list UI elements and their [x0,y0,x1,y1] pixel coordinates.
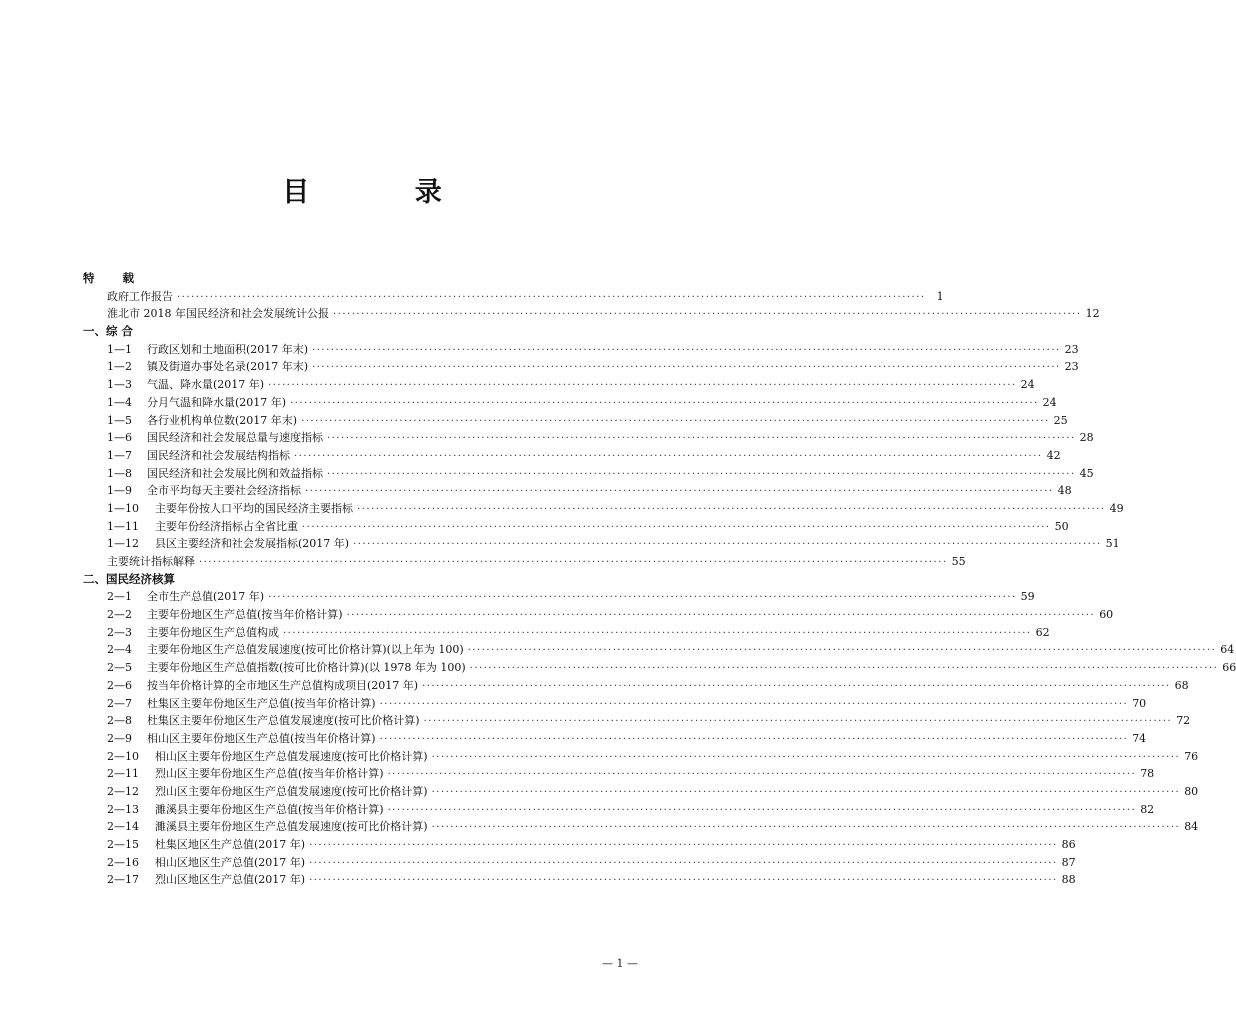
toc-entry-title: 主要年份地区生产总值指数(按可比价格计算)(以 1978 年为 100) [147,661,466,675]
toc-entry-title: 杜集区主要年份地区生产总值(按当年价格计算) [147,696,376,710]
toc-entry[interactable] [83,412,1068,430]
toc-entry-number: 1—7 [107,448,132,462]
toc-entry-number: 2—6 [107,678,132,692]
toc-section-heading: 一、综 合 [83,324,134,339]
toc-entry-page: 64 [1220,643,1235,657]
toc-entry-title: 相山区地区生产总值(2017 年) [155,855,306,869]
toc-entry[interactable] [83,818,1199,836]
toc-leader-dots: ································································································································································ [379,733,1129,745]
toc-entry-number: 2—13 [107,802,139,816]
toc-entry-number: 2—12 [107,784,139,798]
toc-entry-title: 全市平均每天主要社会经济指标 [147,484,301,498]
toc-entry-page: 1 [936,289,944,303]
toc-entry-page: 68 [1174,678,1189,692]
toc-entry-page: 70 [1132,696,1147,710]
page-number: — 1 — [602,957,638,970]
toc-entry-title: 气温、降水量(2017 年) [147,378,265,392]
toc-entry[interactable] [83,535,1120,553]
toc-entry[interactable] [83,659,1236,677]
toc-entry[interactable] [83,394,1057,412]
toc-section-heading: 特 载 [83,271,147,285]
toc-entry-title: 县区主要经济和社会发展指标(2017 年) [155,537,350,551]
toc-entry-page: 78 [1140,767,1155,781]
toc-entry-number: 2—10 [107,749,139,763]
toc-leader-dots: ································································································································································ [309,840,1058,851]
toc-leader-dots: ································································································································································ [294,450,1043,462]
toc-entry[interactable] [83,376,1035,394]
toc-entry-number: 1—6 [107,431,132,445]
toc-entry-title: 相山区主要年份地区生产总值(按当年价格计算) [147,731,376,745]
toc-entry-number: 2—8 [107,714,132,728]
toc-leader-dots: ································································································································································ [431,751,1181,763]
toc-entry-number: 2—4 [107,643,132,657]
toc-entry-page: 59 [1020,590,1035,604]
toc-leader-dots: ································································································································································ [177,291,926,303]
toc-entry-page: 24 [1042,395,1057,409]
toc-entry-number: 2—16 [107,855,139,869]
toc-entry-page: 88 [1061,873,1076,887]
toc-leader-dots: ································································································································································ [387,804,1137,816]
toc-entry-title: 杜集区地区生产总值(2017 年) [155,838,306,851]
toc-entry-title: 主要年份按人口平均的国民经济主要指标 [155,501,353,515]
toc-entry-title: 国民经济和社会发展结构指标 [147,448,290,462]
toc-entry-number: 2—3 [107,625,132,639]
toc-entry[interactable] [83,358,1079,376]
toc-leader-dots: ································································································································································ [290,397,1039,409]
toc-entry-number: 2—15 [107,838,139,851]
toc-entry-number: 2—11 [107,767,139,781]
toc-entry[interactable] [83,695,1147,713]
toc-entry-title: 主要年份地区生产总值构成 [147,625,279,639]
toc-leader-dots: ································································································································································ [422,680,1171,692]
toc-entry-page: 76 [1184,749,1199,763]
page-title: 目 录 [282,177,490,208]
toc-leader-dots: ································································································································································ [423,716,1173,728]
toc-entry-title: 相山区主要年份地区生产总值发展速度(按可比价格计算) [155,749,428,763]
toc-entry-page: 74 [1132,731,1147,745]
toc-entry-page: 80 [1184,784,1199,798]
toc-entry-title: 杜集区主要年份地区生产总值发展速度(按可比价格计算) [147,714,420,728]
toc-entry-page: 82 [1140,802,1155,816]
toc-entry-page: 24 [1020,378,1035,392]
toc-entry-page: 50 [1054,519,1069,533]
toc-entry-number: 1—12 [107,537,139,551]
toc-leader-dots: ································································································································································ [379,698,1129,710]
toc-entry[interactable] [83,465,1094,483]
toc-entry-title: 分月气温和降水量(2017 年) [147,395,287,409]
toc-entry-number: 1—4 [107,395,132,409]
toc-leader-dots: ································································································································································ [346,610,1096,622]
toc-leader-dots: ································································································································································ [283,627,1032,639]
toc-entry-number: 1—3 [107,378,132,392]
toc-entry[interactable] [83,606,1114,624]
toc-entry-page: 66 [1222,661,1236,675]
toc-leader-dots: ································································································································································ [312,362,1061,374]
toc-entry-title: 国民经济和社会发展总量与速度指标 [147,431,323,445]
toc-entry-page: 87 [1061,855,1076,869]
toc-entry-title: 主要年份地区生产总值(按当年价格计算) [147,608,343,622]
toc-entry-page: 62 [1035,625,1050,639]
toc-entry[interactable] [83,588,1035,606]
toc-entry-page: 51 [1105,537,1120,551]
toc-entry-title: 全市生产总值(2017 年) [147,590,265,604]
toc-leader-dots: ································································································································································ [301,415,1050,427]
toc-leader-dots: ································································································································································ [387,769,1137,781]
toc-entry-page: 60 [1099,608,1114,622]
toc-entry-page: 48 [1057,484,1072,498]
toc-entry-page: 45 [1079,466,1094,480]
toc-entry-number: 1—10 [107,501,139,515]
toc-entry-page: 49 [1109,501,1124,515]
toc-entry-page: 12 [1085,307,1100,321]
toc-entry[interactable] [83,748,1199,766]
toc-entry[interactable] [83,288,944,306]
toc-leader-dots: ································································································································································ [199,557,948,568]
toc-entry-number: 2—7 [107,696,132,710]
toc-leader-dots: ································································································································································ [333,309,1082,321]
toc-entry-title: 主要年份地区生产总值发展速度(按可比价格计算)(以上年为 100) [147,643,464,657]
toc-entry[interactable] [83,765,1155,783]
toc-entry-title: 行政区划和土地面积(2017 年末) [147,342,309,356]
toc-entry[interactable] [83,553,966,571]
toc-entry[interactable] [83,712,1191,730]
toc-entry-number: 2—17 [107,873,139,887]
toc-entry-page: 86 [1061,838,1076,851]
toc-entry-number: 1—2 [107,360,132,374]
toc-entry-title: 烈山区主要年份地区生产总值(按当年价格计算) [155,767,384,781]
table-of-contents [83,270,1236,889]
toc-section-heading: 二、国民经济核算 [83,571,175,586]
toc-entry[interactable] [83,624,1050,642]
toc-entry-title: 国民经济和社会发展比例和效益指标 [147,466,323,480]
toc-entry-number: 1—11 [107,519,139,533]
toc-leader-dots: ································································································································································ [467,645,1217,657]
toc-leader-dots: ································································································································································ [357,503,1106,515]
toc-entry-number: 1—8 [107,466,132,480]
toc-entry-page: 42 [1046,448,1061,462]
toc-entry-page: 23 [1064,360,1079,374]
toc-entry-number: 2—14 [107,820,139,834]
toc-leader-dots: ································································································································································ [309,857,1058,869]
toc-entry[interactable] [83,783,1199,801]
toc-entry-title: 烈山区主要年份地区生产总值发展速度(按可比价格计算) [155,784,428,798]
toc-entry-page: 84 [1184,820,1199,834]
toc-entry[interactable] [83,341,1079,359]
toc-entry[interactable] [83,677,1189,695]
toc-leader-dots: ································································································································································ [327,433,1076,445]
toc-leader-dots: ································································································································································ [431,786,1181,798]
toc-entry[interactable] [83,305,1100,323]
toc-entry-number: 1—1 [107,342,132,356]
toc-leader-dots: ································································································································································ [431,822,1181,834]
toc-leader-dots: ································································································································································ [309,875,1058,887]
toc-leader-dots: ································································································································································ [302,521,1051,533]
toc-entry[interactable] [83,447,1061,465]
toc-entry-title: 按当年价格计算的全市地区生产总值构成项目(2017 年) [147,678,419,692]
toc-entry[interactable] [83,500,1124,518]
toc-entry[interactable] [83,641,1235,659]
toc-entry[interactable] [83,482,1072,500]
toc-entry-page: 25 [1053,413,1068,427]
toc-entry-title: 主要年份经济指标占全省比重 [155,519,298,533]
toc-entry-number: 2—9 [107,731,132,745]
toc-entry-title: 镇及街道办事处名录(2017 年末) [147,360,309,374]
toc-entry-number: 2—1 [107,590,132,604]
toc-entry-number: 1—5 [107,413,132,427]
toc-entry-title: 主要统计指标解释 [107,555,195,568]
toc-leader-dots: ································································································································································ [305,486,1054,498]
toc-leader-dots: ································································································································································ [469,663,1219,675]
toc-entry-number: 2—2 [107,608,132,622]
toc-entry-title: 各行业机构单位数(2017 年末) [147,413,298,427]
toc-entry[interactable] [83,730,1147,748]
toc-entry[interactable] [83,871,1076,889]
toc-entry[interactable] [83,854,1076,872]
toc-entry-page: 72 [1176,714,1191,728]
toc-entry[interactable] [83,429,1094,447]
toc-leader-dots: ································································································································································ [312,344,1061,356]
toc-entry-number: 1—9 [107,484,132,498]
toc-leader-dots: ································································································································································ [268,380,1017,392]
toc-entry-title: 濉溪县主要年份地区生产总值发展速度(按可比价格计算) [155,820,428,834]
toc-leader-dots: ································································································································································ [327,468,1076,480]
toc-entry[interactable] [83,801,1155,819]
toc-leader-dots: ································································································································································ [268,592,1017,604]
toc-entry[interactable] [83,518,1069,536]
toc-leader-dots: ································································································································································ [353,539,1102,551]
toc-entry-page: 55 [951,555,966,568]
toc-entry-title: 濉溪县主要年份地区生产总值(按当年价格计算) [155,802,384,816]
toc-entry-page: 28 [1079,431,1094,445]
toc-entry-number: 2—5 [107,661,132,675]
toc-entry-title: 政府工作报告 [107,289,173,303]
toc-entry-title: 淮北市 2018 年国民经济和社会发展统计公报 [107,307,329,321]
toc-entry-title: 烈山区地区生产总值(2017 年) [155,873,306,887]
toc-entry[interactable] [83,836,1076,854]
toc-entry-page: 23 [1064,342,1079,356]
